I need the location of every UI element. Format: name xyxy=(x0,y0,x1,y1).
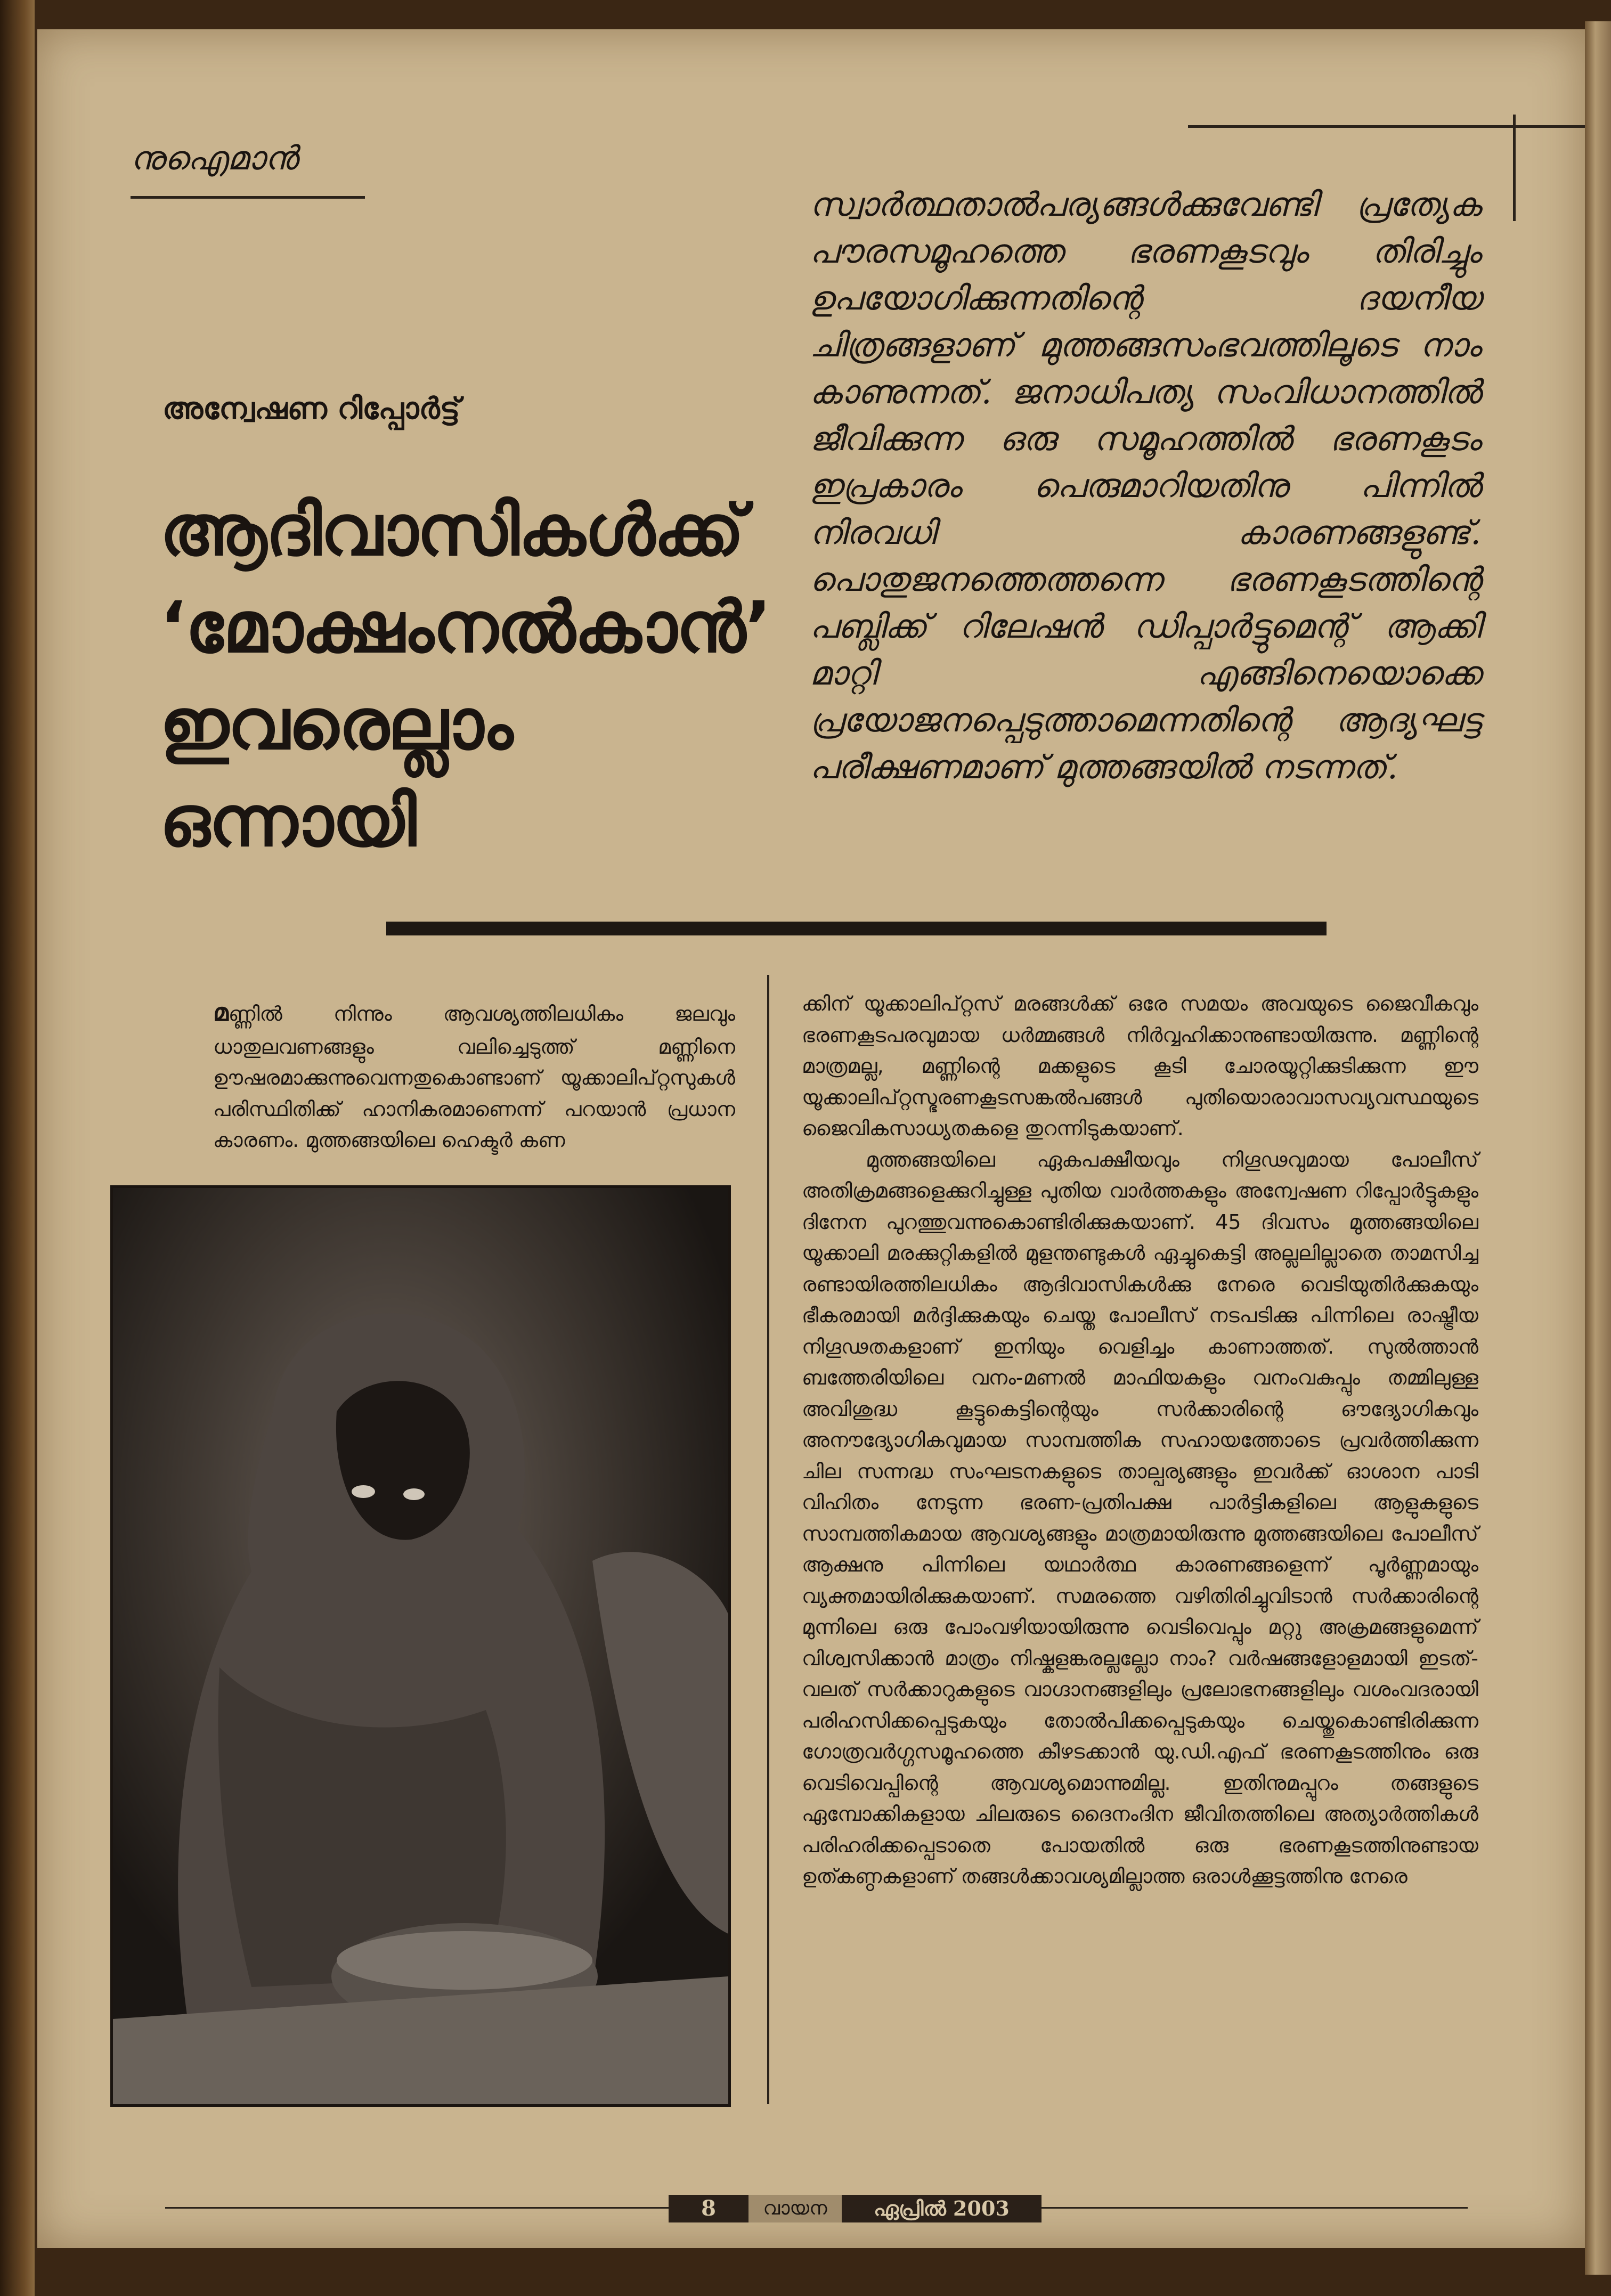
lead-text: ണ്ണിൽ നിന്നും ആവശ്യത്തിലധികം ജലവും ധാതുലവണങ്ങളും വലിച്ചെടുത്ത് മണ്ണിനെ ഊഷരമാക്കുന്നുവെന്നതുകൊണ്ടാണ് യൂക്കാലിപ്റ്റസുകൾ പരിസ്ഥിതിക്ക് ഹാനികരമാണെന്ന് പറയാൻ പ്രധാന കാരണം. മുത്തങ്ങയിലെ ഹെക്ടർ കണ xyxy=(213,1002,735,1152)
standfirst: സ്വാർത്ഥതാൽപര്യങ്ങൾക്കുവേണ്ടി പ്രത്യേക പൗരസമൂഹത്തെ ഭരണകൂടവും തിരിച്ചും ഉപയോഗിക്കുന്നതിന്റെ ദയനീയ ചിത്രങ്ങളാണ് മുത്തങ്ങസംഭവത്തിലൂടെ നാം കാണുന്നത്. ജനാധിപത്യ സംവിധാനത്തിൽ ജീവിക്കുന്ന ഒരു സമൂഹത്തിൽ ഭരണകൂടം ഇപ്രകാരം പെരുമാറിയതിനു പിന്നിൽ നിരവധി കാരണങ്ങളുണ്ട്. പൊതുജനത്തെത്തന്നെ ഭരണകൂടത്തിന്റെ പബ്ലിക്ക് റിലേഷൻ ഡിപ്പാർട്ടുമെന്റ് ആക്കി മാറ്റി എങ്ങിനെയൊക്കെ പ്രയോജനപ്പെടുത്താമെന്നതിന്റെ ആദ്യഘട്ട പരീക്ഷണമാണ് മുത്തങ്ങയിൽ നടന്നത്. xyxy=(810,185,1481,787)
author-byline: നുഐമാൻ xyxy=(131,139,298,177)
lead-paragraph xyxy=(213,994,735,1156)
body-paragraph-1: ക്കിന് യൂക്കാലിപ്റ്റസ് മരങ്ങൾക്ക് ഒരേ സമയം അവയുടെ ജൈവീകവും ഭരണകൂടപരവുമായ ധർമ്മങ്ങൾ നിർവ്വഹിക്കാനുണ്ടായിരുന്നു. മണ്ണിന്റെ മാത്രമല്ല, മണ്ണിന്റെ മക്കളുടെ കൂടി ചോരയൂറ്റിക്കുടിക്കുന്ന ഈ യൂക്കാലിപ്റ്റസ്ഭരണകൂടസങ്കൽപങ്ങൾ പുതിയൊരാവാസവ്യവസ്ഥയുടെ ജൈവികസാധ്യതകളെ തുറന്നിടുകയാണ്. xyxy=(802,992,1478,1141)
section-divider xyxy=(386,922,1327,935)
drop-initial: മ xyxy=(213,998,229,1027)
book-binding xyxy=(0,0,35,2296)
standfirst-top-rule xyxy=(1188,125,1585,128)
headline-line-3: ഇവരെല്ലാം ഒന്നായി xyxy=(160,683,512,863)
right-column xyxy=(802,988,1478,1892)
section-kicker: അന്വേഷണ റിപ്പോർട്ട് xyxy=(162,392,460,426)
magazine-name: വായന xyxy=(748,2195,842,2222)
byline-rule xyxy=(131,196,365,199)
body-paragraph-2: മുത്തങ്ങയിലെ ഏകപക്ഷീയവും നിഗൂഢവുമായ പോലീസ് അതിക്രമങ്ങളെക്കുറിച്ചുള്ള പുതിയ വാർത്തകളും അന്വേഷണ റിപ്പോർട്ടുകളും ദിനേന പുറത്തുവന്നുകൊണ്ടിരിക്കുകയാണ്. 45 ദിവസം മുത്തങ്ങയിലെ യൂക്കാലി മരക്കുറ്റികളിൽ മുളന്തണ്ടുകൾ ഏച്ചുകെട്ടി അല്ലലില്ലാതെ താമസിച്ച രണ്ടായിരത്തിലധികം ആദിവാസികൾക്കു നേരെ വെടിയുതിർക്കുകയും ഭീകരമായി മർദ്ദിക്കുകയും ചെയ്ത പോലീസ് നടപടിക്കു പിന്നിലെ രാഷ്ട്രീയ നിഗൂഢതകളാണ് ഇനിയും വെളിച്ചം കാണാത്തത്. സുൽത്താൻ ബത്തേരിയിലെ വനം-മണൽ മാഫിയകളും വനംവകുപ്പും തമ്മിലുള്ള അവിശുദ്ധ കൂട്ടുകെട്ടിന്റെയും സർക്കാരിന്റെ ഔദ്യോഗികവും അനൗദ്യോഗികവുമായ സാമ്പത്തിക സഹായത്തോടെ പ്രവർത്തിക്കുന്ന ചില സന്നദ്ധ സംഘടനകളുടെ താല്പര്യങ്ങളും ഇവർക്ക് ഓശാന പാടി വിഹിതം നേടുന്ന ഭരണ-പ്രതിപക്ഷ പാർട്ടികളിലെ ആളുകളുടെ സാമ്പത്തികമായ ആവശ്യങ്ങളും മാത്രമായിരുന്നു മുത്തങ്ങയിലെ പോലീസ് ആക്ഷനു പിന്നിലെ യഥാർത്ഥ കാരണങ്ങളെന്ന് പൂർണ്ണമായും വ്യക്തമായിരിക്കുകയാണ്. സമരത്തെ വഴിതിരിച്ചുവിടാൻ സർക്കാരിന്റെ മുന്നിലെ ഒരു പോംവഴിയായിരുന്നു വെടിവെപ്പും മറ്റു അക്രമങ്ങളുമെന്ന് വിശ്വസിക്കാൻ മാത്രം നിഷ്കളങ്കരല്ലല്ലോ നാം? വർഷങ്ങളോളമായി ഇടത്-വലത് സർക്കാറുകളുടെ വാഗ്ദാനങ്ങളിലും പ്രലോഭനങ്ങളിലും വശംവദരായി പരിഹസിക്കപ്പെടുകയും തോൽപിക്കപ്പെടുകയും ചെയ്തുകൊണ്ടിരിക്കുന്ന ഗോത്രവർഗ്ഗസമൂഹത്തെ കീഴടക്കാൻ യു.ഡി.എഫ് ഭരണകൂടത്തിനും ഒരു വെടിവെപ്പിന്റെ ആവശ്യമൊന്നുമില്ല. ഇതിനുമപ്പുറം തങ്ങളുടെ ഏമ്പോക്കികളായ ചിലരുടെ ദൈനംദിന ജീവിതത്തിലെ അത്യാർത്തികൾ പരിഹരിക്കപ്പെടാതെ പോയതിൽ ഒരു ഭരണകൂടത്തിനുണ്ടായ ഉത്കണ്ഠകളാണ് തങ്ങൾക്കാവശ്യമില്ലാത്ത ഒരാൾക്കൂട്ടത്തിനു നേരെ xyxy=(802,1147,1478,1888)
headline xyxy=(160,482,771,870)
issue-date: ഏപ്രിൽ 2003 xyxy=(842,2195,1042,2222)
column-rule xyxy=(767,975,769,2104)
standfirst-corner-rule xyxy=(1513,115,1516,221)
footer-rule-left xyxy=(165,2207,669,2209)
headline-line-1: ആദിവാസികൾക്ക് xyxy=(160,490,744,572)
article-photo xyxy=(110,1185,731,2107)
headline-line-2: ‘മോക്ഷംനൽകാൻ’ xyxy=(160,587,771,669)
footer-rule-right xyxy=(1042,2207,1468,2209)
page-number: 8 xyxy=(669,2195,748,2222)
photo-illustration xyxy=(113,1188,728,2104)
facing-page-edge xyxy=(1585,21,1611,2275)
